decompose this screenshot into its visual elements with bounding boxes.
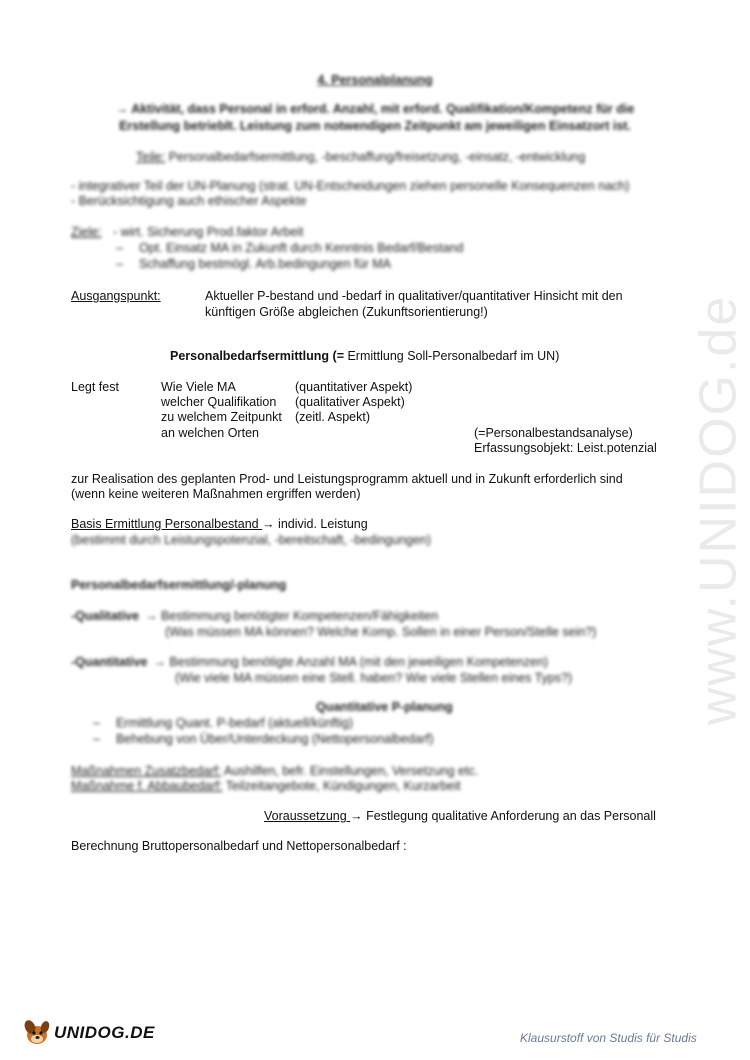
- qual-line-1: -Qualitative → Bestimmung benötigter Kompetenzen/Fähigkeiten: [71, 609, 439, 623]
- logo-text: UNIDOG.DE: [54, 1023, 155, 1042]
- question-3: zu welchem Zeitpunkt: [161, 410, 282, 424]
- goals-sub-2: – Schaffung bestmögl. Arb.bedingungen für MA: [116, 257, 391, 271]
- basis-sub: (bestimmt durch Leistungspotenzial, -bereitschaft, -bedingungen): [71, 533, 431, 547]
- bestand-note-1: (=Personalbestandsanalyse): [474, 426, 633, 440]
- measures-2: Maßnahme f. Abbaubedarf: Teilzeitangebote, Kündigungen, Kurzarbeit: [71, 779, 461, 793]
- voraussetzung-text: → Festlegung qualitative Anforderung an das Personall: [350, 809, 656, 823]
- measures-1: Maßnahmen Zusatzbedarf: Aushilfen, befr. Einstellungen, Versetzung etc.: [71, 764, 479, 778]
- dog-mascot-icon: [24, 1018, 52, 1048]
- start-line-1: Aktueller P-bestand und -bedarf in qualitativer/quantitativer Hinsicht mit den: [205, 289, 623, 303]
- aspect-1: (quantitativer Aspekt): [295, 380, 413, 394]
- question-2: welcher Qualifikation: [161, 395, 277, 409]
- legt-fest-label: Legt fest: [71, 380, 119, 394]
- watermark-text: www.UNIDOG.de: [689, 294, 747, 726]
- tasks-label: Teile:: [136, 150, 166, 164]
- realisation-1: zur Realisation des geplanten Prod- und Leistungsprogramm aktuell und in Zukunft erforderlich sind: [71, 472, 623, 486]
- qual-line-2: (Was müssen MA können? Welche Komp. Sollen in einer Person/Stelle sein?): [165, 625, 597, 639]
- quant-plan-heading: Quantitative P-planung: [316, 700, 453, 714]
- tasks-text: Personalbedarfsermittlung, -beschaffung/freisetzung, -einsatz, -entwicklung: [168, 150, 586, 164]
- berechnung-line: Berechnung Bruttopersonalbedarf und Nettopersonalbedarf :: [71, 839, 407, 853]
- footer-slogan: Klausurstoff von Studis für Studis: [520, 1031, 697, 1045]
- bullet-2: - Berücksichtigung auch ethischer Aspekte: [71, 194, 307, 208]
- question-4: an welchen Orten: [161, 426, 259, 440]
- planung-heading: Personalbedarfsermittlung/-planung: [71, 578, 287, 592]
- unidog-logo: [24, 1018, 155, 1048]
- start-label: Ausgangspunkt:: [71, 289, 161, 303]
- voraussetzung-line: [264, 809, 656, 824]
- watermark: [688, 290, 748, 730]
- quant-item-2: – Behebung von Über/Unterdeckung (Nettopersonalbedarf): [93, 732, 434, 746]
- start-line-2: künftigen Größe abgleichen (Zukunftsorientierung!): [205, 305, 488, 319]
- intro-line-1: → Aktivität, dass Personal in erford. Anzahl, mit erford. Qualifikation/Kompetenz für die: [115, 102, 635, 116]
- goals-sub-1: – Opt. Einsatz MA in Zukunft durch Kenntnis Bedarf/Bestand: [116, 241, 464, 255]
- voraussetzung-label: Voraussetzung: [264, 809, 351, 823]
- goals-label: Ziele:: [71, 225, 102, 239]
- quant-line-1: -Quantitative → Bestimmung benötigte Anzahl MA (mit den jeweiligen Kompetenzen): [71, 655, 549, 669]
- aspect-3: (zeitl. Aspekt): [295, 410, 371, 424]
- intro-line-2: Erstellung betrieblt. Leistung zum notwendigen Zeitpunkt am jeweiligen Einsatzort ist.: [119, 119, 631, 133]
- aspect-2: (qualitativer Aspekt): [295, 395, 405, 409]
- bullet-1: - integrativer Teil der UN-Planung (strat. UN-Entscheidungen ziehen personelle Konsequenzen nach): [71, 179, 630, 193]
- basis-line: [71, 517, 368, 532]
- section-heading: 4. Personalplanung: [317, 73, 433, 87]
- goals-text: - wirt. Sicherung Prod.faktor Arbeit: [113, 225, 304, 239]
- bestand-note-2: Erfassungsobjekt: Leist.potenzial: [474, 441, 657, 455]
- basis-text: → individ. Leistung: [262, 517, 368, 531]
- tasks-line: [136, 150, 585, 165]
- pbe-heading: Personalbedarfsermittlung (= Ermittlung Soll-Personalbedarf im UN): [170, 349, 560, 363]
- goals-line: [71, 225, 303, 240]
- realisation-2: (wenn keine weiteren Maßnahmen ergriffen werden): [71, 487, 361, 501]
- quant-line-2: (Wie viele MA müssen eine Stell. haben? Wie viele Stellen eines Typs?): [175, 671, 573, 685]
- quant-item-1: – Ermittlung Quant. P-bedarf (aktuell/künftig): [93, 716, 353, 730]
- question-1: Wie Viele MA: [161, 380, 236, 394]
- basis-label: Basis Ermittlung Personalbestand: [71, 517, 263, 531]
